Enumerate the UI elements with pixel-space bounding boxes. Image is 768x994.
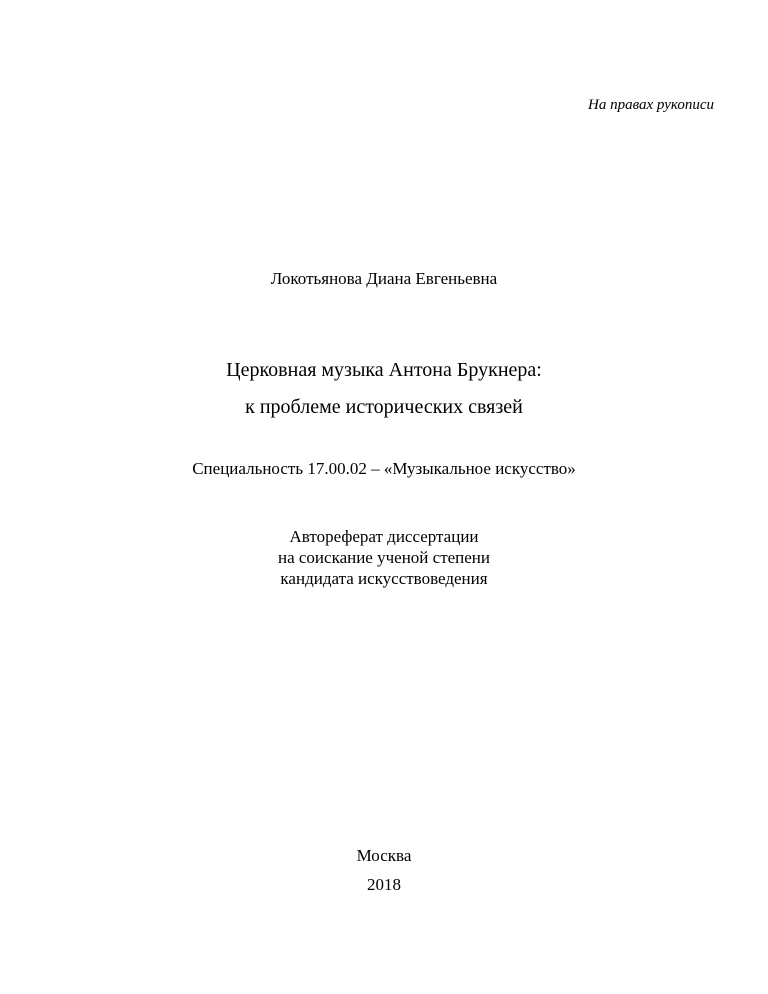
abstract-line-3: кандидата искусствоведения bbox=[280, 569, 488, 588]
manuscript-note: На правах рукописи bbox=[588, 97, 714, 113]
abstract-line-2: на соискание ученой степени bbox=[277, 548, 491, 567]
abstract-line-1: Автореферат диссертации bbox=[289, 527, 479, 546]
title-line-2: к проблеме исторических связей bbox=[245, 396, 523, 418]
author-name: Локотьянова Диана Евгеньевна bbox=[270, 269, 498, 288]
year: 2018 bbox=[367, 875, 401, 894]
city: Москва bbox=[356, 846, 412, 865]
title-line-1: Церковная музыка Антона Брукнера: bbox=[226, 359, 542, 381]
specialty-line: Специальность 17.00.02 – «Музыкальное искусство» bbox=[192, 459, 576, 478]
